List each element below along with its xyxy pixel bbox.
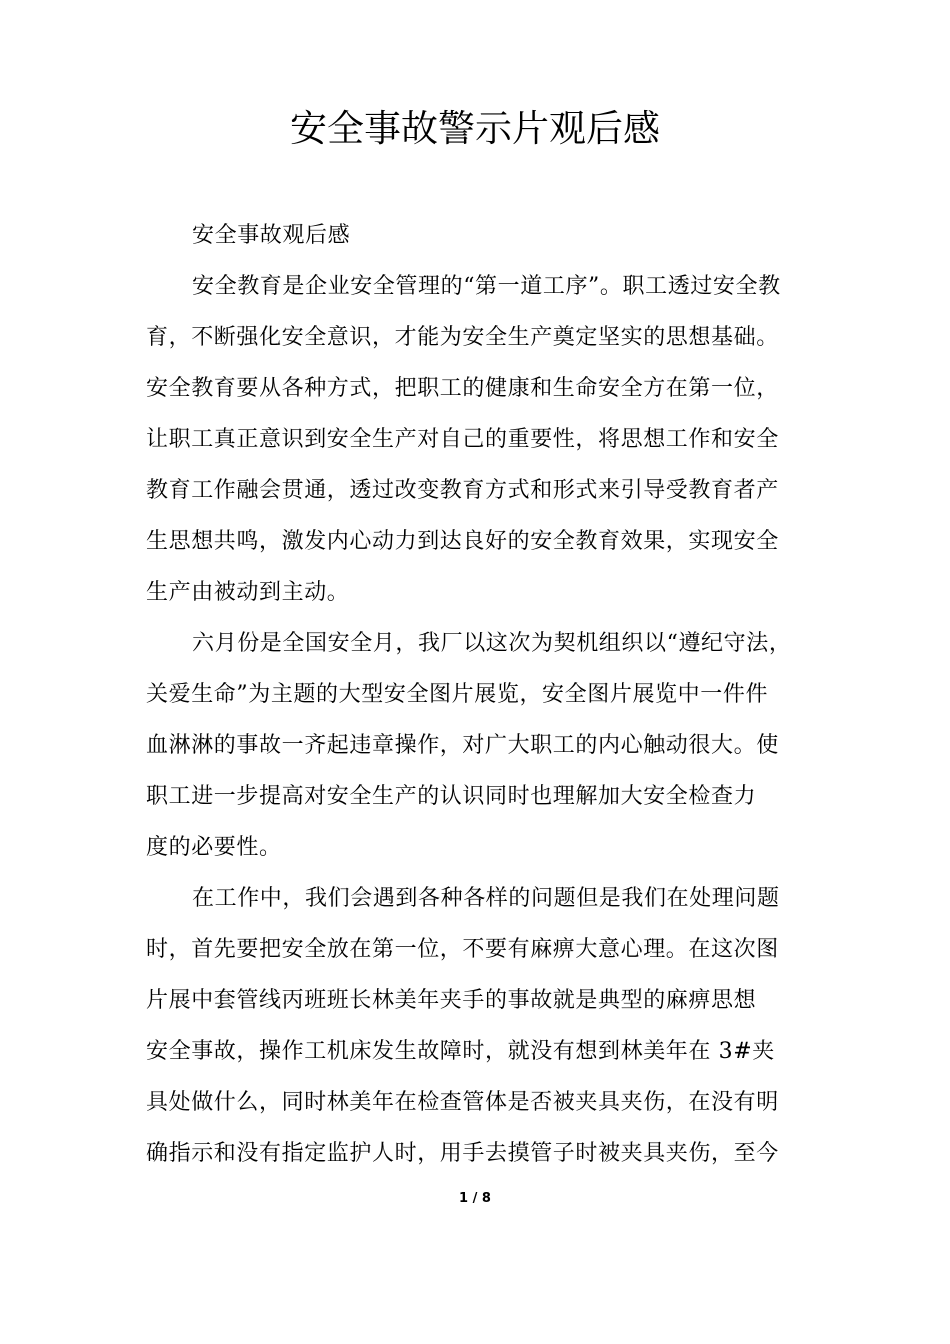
document-title: 安全事故警示片观后感	[290, 107, 660, 150]
text-line: 让职工真正意识到安全生产对自己的重要性，将思想工作和安全	[146, 427, 779, 452]
text-line: 生思想共鸣，激发内心动力到达良好的安全教育效果，实现安全	[146, 529, 779, 554]
text-line: 安全教育要从各种方式，把职工的健康和生命安全方在第一位，	[146, 376, 779, 401]
text-line: 安全事故，操作工机床发生故障时，就没有想到林美年在 3#夹	[146, 1039, 775, 1064]
page-number: 1 / 8	[459, 1191, 491, 1206]
text-line: 具处做什么，同时林美年在检查管体是否被夹具夹伤，在没有明	[146, 1090, 779, 1115]
text-line: 六月份是全国安全月，我厂以这次为契机组织以“遵纪守法，	[192, 631, 792, 656]
text-line: 片展中套管线丙班班长林美年夹手的事故就是典型的麻痹思想	[146, 988, 757, 1013]
text-line: 安全教育是企业安全管理的“第一道工序”。职工透过安全教	[192, 274, 781, 299]
text-line: 度的必要性。	[146, 835, 282, 860]
subtitle-line: 安全事故观后感	[192, 223, 351, 248]
text-line: 职工进一步提高对安全生产的认识同时也理解加大安全检查力	[146, 784, 757, 809]
text-line: 育，不断强化安全意识，才能为安全生产奠定坚实的思想基础。	[146, 325, 779, 350]
text-line: 教育工作融会贯通，透过改变教育方式和形式来引导受教育者产	[146, 478, 779, 503]
text-line: 确指示和没有指定监护人时，用手去摸管子时被夹具夹伤，至今	[146, 1141, 779, 1166]
text-line: 生产由被动到主动。	[146, 580, 350, 605]
text-line: 血淋淋的事故一齐起违章操作，对广大职工的内心触动很大。使	[146, 733, 779, 758]
text-line: 关爱生命”为主题的大型安全图片展览，安全图片展览中一件件	[146, 682, 769, 707]
text-line: 在工作中，我们会遇到各种各样的问题但是我们在处理问题	[192, 886, 780, 911]
text-line: 时，首先要把安全放在第一位，不要有麻痹大意心理。在这次图	[146, 937, 779, 962]
